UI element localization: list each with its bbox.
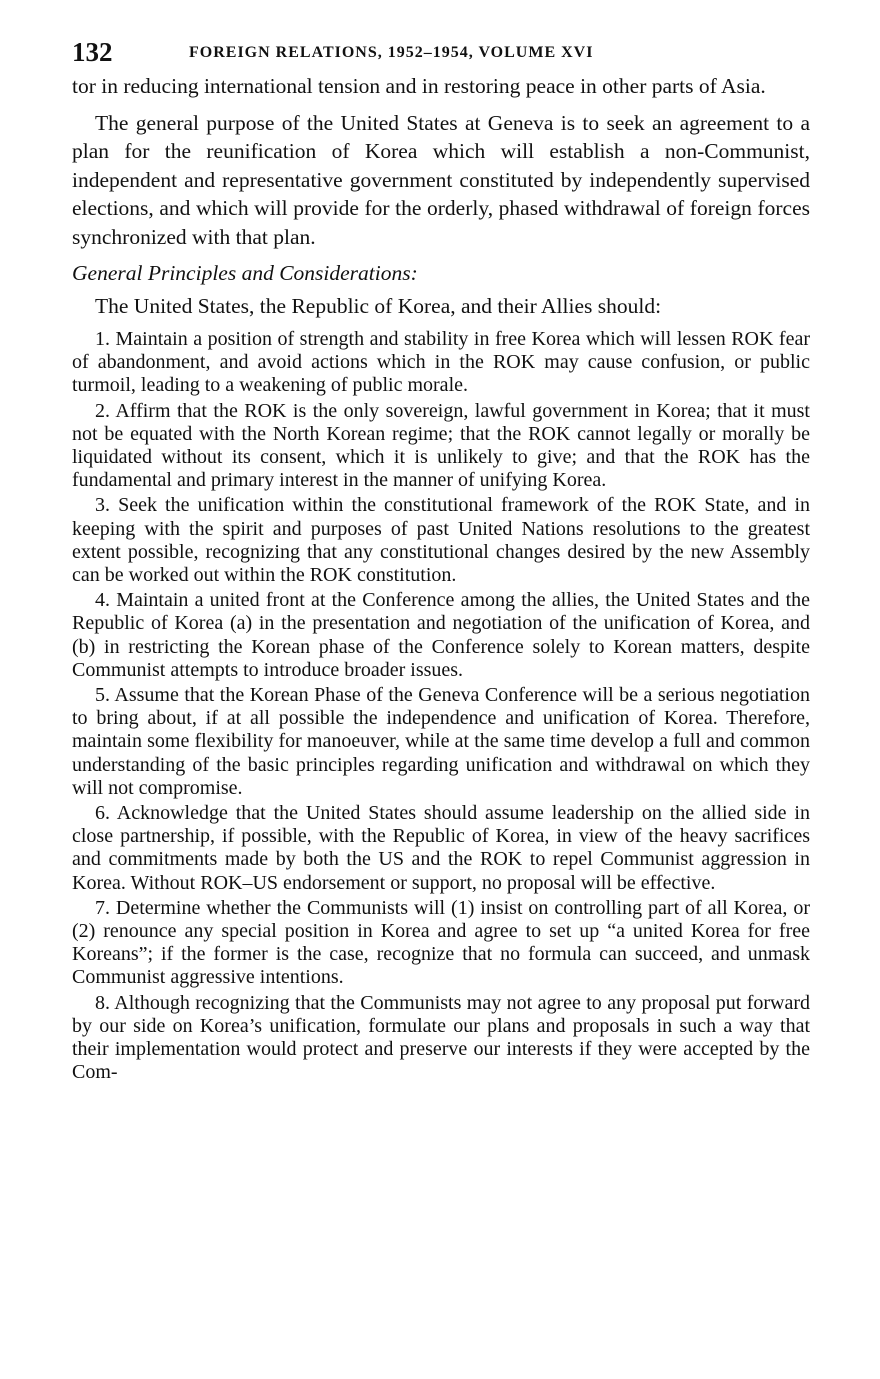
item-number: 1. <box>95 328 110 350</box>
item-text: Determine whether the Communists will (1) insist on controlling part of all Korea, or (2) renounce any special position in Korea and agree to set up “a united Korea for free Koreans”; if the former is the case, recognize that no formula can succeed, and unmask Communist aggressive intentions. <box>72 896 810 989</box>
page-header <box>72 36 810 72</box>
item-number: 7. <box>95 896 110 919</box>
item-text: Maintain a united front at the Conference among the allies, the United States and the Republic of Korea (a) in the presentation and negotiation of the unification of Korea, and (b) in restricting the Korean phase of the Conference solely to Korean matters, despite Communist attempts to introduce broader issues. <box>72 589 811 681</box>
purpose-paragraph: The general purpose of the United States at Geneva is to seek an agreement to a plan for the reunification of Korea which will establish a non-Communist, independent and representative government constituted by independently supervised elections, and which will provide for the orderly, phased withdrawal of foreign forces synchronized with that plan. <box>72 110 810 249</box>
item-text: Acknowledge that the United States should assume leadership on the allied side in close partnership, if possible, with the Republic of Korea, in view of the heavy sacrifices and commitments made by both the US and the ROK to repel Communist aggression in Korea. Without ROK–US endorsement or support, no proposal will be effective. <box>72 802 810 894</box>
continuation-paragraph: tor in reducing international tension and in restoring peace in other parts of Asia. <box>72 74 766 98</box>
principles-list <box>72 328 810 1085</box>
item-text: Although recognizing that the Communists may not agree to any proposal put forward by our side on Korea’s unification, formulate our plans and proposals in such a way that their implementation would protect and preserve our interests if they were accepted by the Com- <box>72 991 810 1084</box>
list-item <box>72 328 810 398</box>
list-item <box>72 494 810 587</box>
section-heading: General Principles and Considerations: <box>72 261 418 285</box>
list-item <box>72 589 810 682</box>
page-number: 132 <box>72 37 113 67</box>
item-number: 4. <box>95 589 110 612</box>
item-number: 5. <box>95 684 110 707</box>
item-text: Maintain a position of strength and stability in free Korea which will lessen ROK fear of abandonment, and avoid actions which in the ROK may cause confusion, or public turmoil, leading to a weakening of public morale. <box>72 328 811 397</box>
item-number: 2. <box>95 399 110 422</box>
list-item <box>72 897 810 990</box>
running-head: FOREIGN RELATIONS, 1952–1954, VOLUME XVI <box>189 44 594 61</box>
list-item <box>72 684 810 800</box>
intro-paragraph: The United States, the Republic of Korea, and their Allies should: <box>95 293 662 318</box>
item-number: 3. <box>95 494 110 517</box>
item-number: 6. <box>95 802 110 825</box>
document-page <box>72 36 810 1085</box>
item-text: Assume that the Korean Phase of the Geneva Conference will be a serious negotiation to bring about, if at all possible the independence and unification of Korea. Therefore, maintain some flexibility for manoeuver, while at the same time develop a full and common understanding of the basic principles regarding unification and withdrawal on which they will not compromise. <box>72 684 810 799</box>
list-item <box>72 992 810 1085</box>
item-text: Affirm that the ROK is the only sovereign, lawful government in Korea; that it must not be equated with the North Korean regime; that the ROK cannot legally or morally be liquidated without its consent, which it is unlikely to give; and that the ROK has the fundamental and primary interest in the manner of unifying Korea. <box>72 399 810 492</box>
list-item <box>72 400 810 493</box>
item-text: Seek the unification within the constitutional framework of the ROK State, and in keeping with the spirit and purposes of past United Nations resolutions to the greatest extent possible, recognizing that any constitutional changes desired by the new Assembly can be worked out within the ROK constitution. <box>72 494 811 587</box>
item-number: 8. <box>95 991 110 1014</box>
list-item <box>72 802 810 895</box>
